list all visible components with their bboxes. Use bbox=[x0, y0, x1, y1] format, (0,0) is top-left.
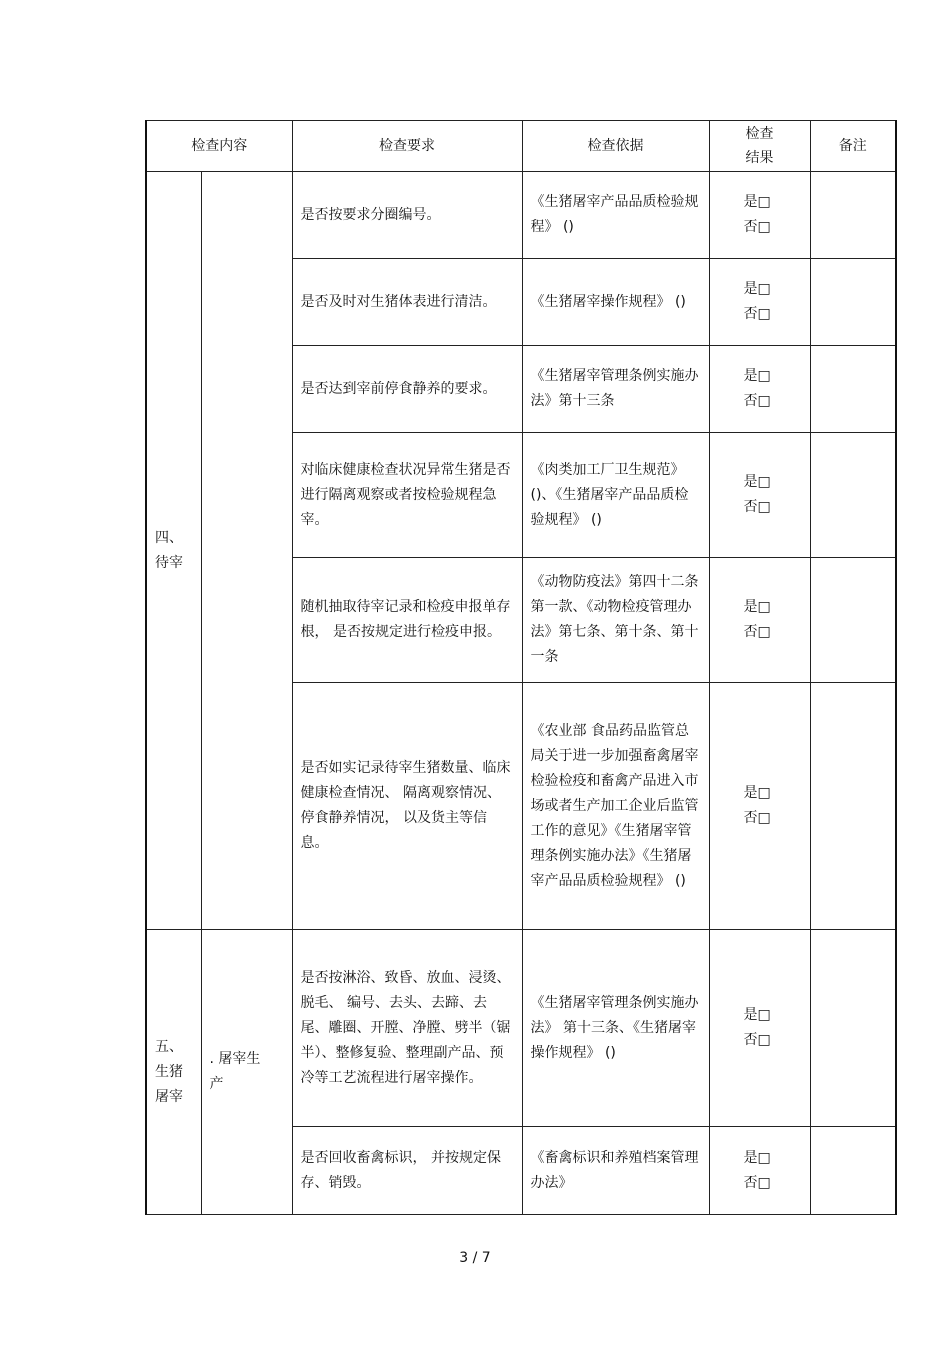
basis-cell: 《畜禽标识和养殖档案管理办法》 bbox=[522, 1127, 709, 1215]
requirement-cell: 是否按淋浴、致昏、放血、浸烫、脱毛、 编号、去头、去蹄、去尾、雕圈、开膛、净膛、劈半（锯半）、整修复验、整理副产品、预冷等工艺流程进行屠宰操作。 bbox=[292, 930, 522, 1127]
result-no-checkbox[interactable]: 否□ bbox=[743, 219, 771, 235]
remark-cell[interactable] bbox=[810, 1127, 896, 1215]
section-4-title-line1: 四、 bbox=[155, 529, 183, 546]
basis-cell: 《生猪屠宰操作规程》 () bbox=[522, 259, 709, 346]
result-yes-checkbox[interactable]: 是□ bbox=[743, 1149, 771, 1166]
remark-cell[interactable] bbox=[810, 259, 896, 346]
section-4-title bbox=[146, 172, 201, 930]
header-remark: 备注 bbox=[810, 121, 896, 172]
result-cell bbox=[709, 346, 810, 433]
result-no-checkbox[interactable]: 否□ bbox=[743, 306, 771, 322]
result-no-checkbox[interactable]: 否□ bbox=[743, 624, 771, 640]
result-yes-checkbox[interactable]: 是□ bbox=[743, 599, 771, 615]
result-no-checkbox[interactable]: 否□ bbox=[743, 499, 771, 515]
header-result-line1: 检查 bbox=[745, 126, 774, 142]
requirement-cell: 是否回收畜禽标识， 并按规定保存、销毁。 bbox=[292, 1127, 522, 1215]
section-5-title-line2: 生猪 bbox=[155, 1063, 183, 1080]
section-5-sub-line2: 产 bbox=[209, 1076, 224, 1092]
result-yes-checkbox[interactable]: 是□ bbox=[743, 194, 771, 210]
page-number: 3 / 7 bbox=[459, 1250, 491, 1266]
requirement-cell: 是否达到宰前停食静养的要求。 bbox=[292, 346, 522, 433]
result-cell bbox=[709, 259, 810, 346]
result-cell bbox=[709, 433, 810, 558]
inspection-table bbox=[145, 120, 897, 1215]
remark-cell[interactable] bbox=[810, 558, 896, 683]
result-cell bbox=[709, 683, 810, 930]
section-5-title bbox=[146, 930, 201, 1215]
section-4-title-line2: 待宰 bbox=[155, 554, 183, 571]
requirement-cell: 是否及时对生猪体表进行清洁。 bbox=[292, 259, 522, 346]
basis-cell: 《生猪屠宰产品品质检验规程》 () bbox=[522, 172, 709, 259]
basis-cell: 《动物防疫法》第四十二条第一款、《动物检疫管理办法》第七条、第十条、第十一条 bbox=[522, 558, 709, 683]
result-cell bbox=[709, 172, 810, 259]
requirement-cell: 是否如实记录待宰生猪数量、临床健康检查情况、 隔离观察情况、停食静养情况， 以及货主等信息。 bbox=[292, 683, 522, 930]
basis-cell: 《农业部 食品药品监管总局关于进一步加强畜禽屠宰检验检疫和畜禽产品进入市场或者生产加工企业后监管工作的意见》《生猪屠宰管理条例实施办法》《生猪屠宰产品品质检验规程》 () bbox=[522, 683, 709, 930]
header-content: 检查内容 bbox=[146, 121, 292, 172]
result-cell bbox=[709, 1127, 810, 1215]
requirement-cell: 是否按要求分圈编号。 bbox=[292, 172, 522, 259]
section-5-subitem bbox=[201, 930, 292, 1215]
header-requirement: 检查要求 bbox=[292, 121, 522, 172]
remark-cell[interactable] bbox=[810, 930, 896, 1127]
table-row bbox=[146, 930, 896, 1127]
requirement-cell: 随机抽取待宰记录和检疫申报单存根， 是否按规定进行检疫申报。 bbox=[292, 558, 522, 683]
result-cell bbox=[709, 558, 810, 683]
section-4-subitem bbox=[201, 172, 292, 930]
header-result-line2: 结果 bbox=[745, 150, 774, 166]
section-5-sub-line1: . 屠宰生 bbox=[209, 1051, 261, 1067]
basis-cell: 《肉类加工厂卫生规范》 ()、《生猪屠宰产品品质检验规程》 () bbox=[522, 433, 709, 558]
basis-cell: 《生猪屠宰管理条例实施办法》 第十三条、《生猪屠宰操作规程》 () bbox=[522, 930, 709, 1127]
result-cell bbox=[709, 930, 810, 1127]
header-basis: 检查依据 bbox=[522, 121, 709, 172]
result-yes-checkbox[interactable]: 是□ bbox=[743, 281, 771, 297]
header-result bbox=[709, 121, 810, 172]
remark-cell[interactable] bbox=[810, 683, 896, 930]
result-no-checkbox[interactable]: 否□ bbox=[743, 393, 771, 409]
result-no-checkbox[interactable]: 否□ bbox=[743, 810, 771, 826]
basis-cell: 《生猪屠宰管理条例实施办法》第十三条 bbox=[522, 346, 709, 433]
result-no-checkbox[interactable]: 否□ bbox=[743, 1032, 771, 1048]
table-header-row bbox=[146, 121, 896, 172]
remark-cell[interactable] bbox=[810, 433, 896, 558]
remark-cell[interactable] bbox=[810, 346, 896, 433]
result-yes-checkbox[interactable]: 是□ bbox=[743, 1007, 771, 1023]
result-yes-checkbox[interactable]: 是□ bbox=[743, 368, 771, 384]
result-yes-checkbox[interactable]: 是□ bbox=[743, 785, 771, 801]
table-row bbox=[146, 172, 896, 259]
requirement-cell: 对临床健康检查状况异常生猪是否进行隔离观察或者按检验规程急宰。 bbox=[292, 433, 522, 558]
remark-cell[interactable] bbox=[810, 172, 896, 259]
section-5-title-line1: 五、 bbox=[155, 1038, 183, 1055]
section-5-title-line3: 屠宰 bbox=[155, 1088, 183, 1105]
result-yes-checkbox[interactable]: 是□ bbox=[743, 474, 771, 490]
result-no-checkbox[interactable]: 否□ bbox=[743, 1174, 771, 1191]
